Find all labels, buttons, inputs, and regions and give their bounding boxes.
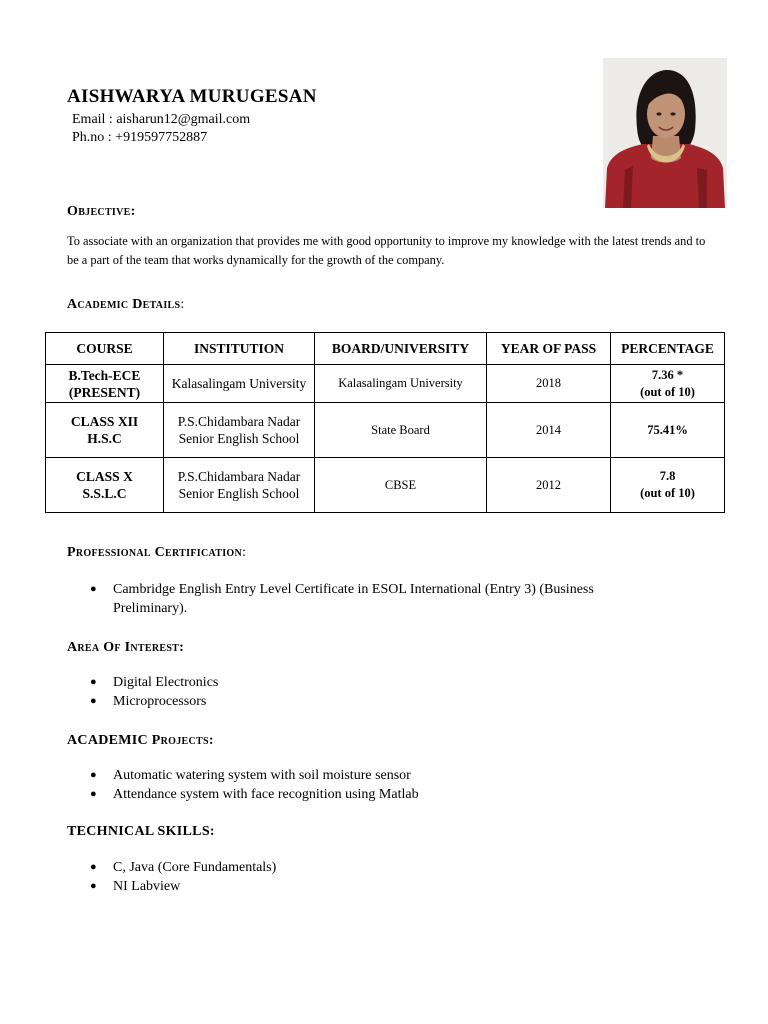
list-item [90, 673, 670, 692]
year-cell: 2018 [487, 365, 611, 403]
course-cell [46, 403, 164, 458]
list-item [90, 692, 670, 711]
certification-list [90, 580, 670, 618]
list-item [90, 877, 670, 896]
candidate-name: AISHWARYA MURUGESAN [67, 86, 317, 107]
list-item-text: Digital Electronics [113, 675, 219, 690]
table-row [46, 365, 725, 403]
bullet-icon: ● [90, 583, 97, 595]
column-header-percentage: PERCENTAGE [611, 333, 725, 365]
skills-list [90, 858, 670, 896]
certification-heading-colon: : [242, 545, 247, 560]
course-level: H.S.C [87, 431, 122, 446]
list-item [90, 580, 670, 618]
list-item-text: Microprocessors [113, 694, 207, 709]
academic-heading [67, 297, 185, 313]
year-cell: 2012 [487, 458, 611, 513]
email-line: Email : aisharun12@gmail.com [72, 112, 251, 127]
list-item-text: Automatic watering system with soil moisture sensor [113, 768, 411, 783]
percentage-value: 75.41% [647, 422, 688, 437]
course-level: S.S.L.C [82, 486, 127, 501]
bullet-icon: ● [90, 861, 97, 873]
table-row [46, 403, 725, 458]
academic-heading-colon: : [180, 297, 185, 312]
interest-list [90, 673, 670, 711]
bullet-icon: ● [90, 788, 97, 800]
course-cell [46, 365, 164, 403]
column-header-year: YEAR OF PASS [487, 333, 611, 365]
column-header-board: BOARD/UNIVERSITY [315, 333, 487, 365]
objective-text: To associate with an organization that provides me with good opportunity to improve my knowledge with the latest trends and to be a part of the team that works dynamically for the growth of the company. [67, 234, 706, 267]
course-cell [46, 458, 164, 513]
percentage-scale: (out of 10) [640, 486, 695, 500]
table-header-row [46, 333, 725, 365]
percentage-value: 7.8 [659, 469, 676, 483]
institution-cell: P.S.Chidambara Nadar Senior English School [164, 403, 315, 458]
academic-details-table [45, 332, 725, 513]
academic-heading-text: Academic Details [67, 297, 181, 312]
percentage-cell [611, 403, 725, 458]
objective-heading: Objective: [67, 204, 136, 219]
bullet-icon: ● [90, 769, 97, 781]
interest-heading: Area Of Interest: [67, 640, 185, 655]
percentage-value: 7.36 * [651, 367, 684, 382]
course-name: CLASS X [76, 469, 133, 484]
list-item [90, 858, 670, 877]
board-cell: Kalasalingam University [315, 365, 487, 403]
profile-photo [603, 58, 727, 208]
certification-heading-text: Professional Certification [67, 545, 243, 560]
board-cell: CBSE [315, 458, 487, 513]
list-item-text: Cambridge English Entry Level Certificate in ESOL International (Entry 3) (Business Preliminary). [113, 582, 594, 616]
table-row [46, 458, 725, 513]
course-name: B.Tech-ECE [68, 367, 141, 383]
projects-list [90, 766, 670, 804]
contact-info [72, 111, 250, 147]
phone-line: Ph.no : +919597752887 [72, 130, 208, 145]
certification-heading [67, 545, 246, 561]
institution-cell: P.S.Chidambara Nadar Senior English School [164, 458, 315, 513]
list-item [90, 785, 670, 804]
percentage-cell [611, 365, 725, 403]
column-header-course: COURSE [46, 333, 164, 365]
column-header-institution: INSTITUTION [164, 333, 315, 365]
bullet-icon: ● [90, 676, 97, 688]
projects-heading: ACADEMIC Projects: [67, 733, 214, 748]
list-item-text: Attendance system with face recognition using Matlab [113, 787, 419, 802]
course-name: CLASS XII [70, 414, 139, 429]
course-status: (PRESENT) [68, 384, 141, 400]
bullet-icon: ● [90, 695, 97, 707]
list-item-text: NI Labview [113, 879, 181, 894]
skills-heading: TECHNICAL SKILLS: [67, 824, 215, 839]
percentage-cell [611, 458, 725, 513]
list-item [90, 766, 670, 785]
year-cell: 2014 [487, 403, 611, 458]
bullet-icon: ● [90, 880, 97, 892]
percentage-scale: (out of 10) [640, 384, 695, 399]
list-item-text: C, Java (Core Fundamentals) [113, 860, 277, 875]
institution-cell: Kalasalingam University [164, 365, 315, 403]
board-cell: State Board [315, 403, 487, 458]
